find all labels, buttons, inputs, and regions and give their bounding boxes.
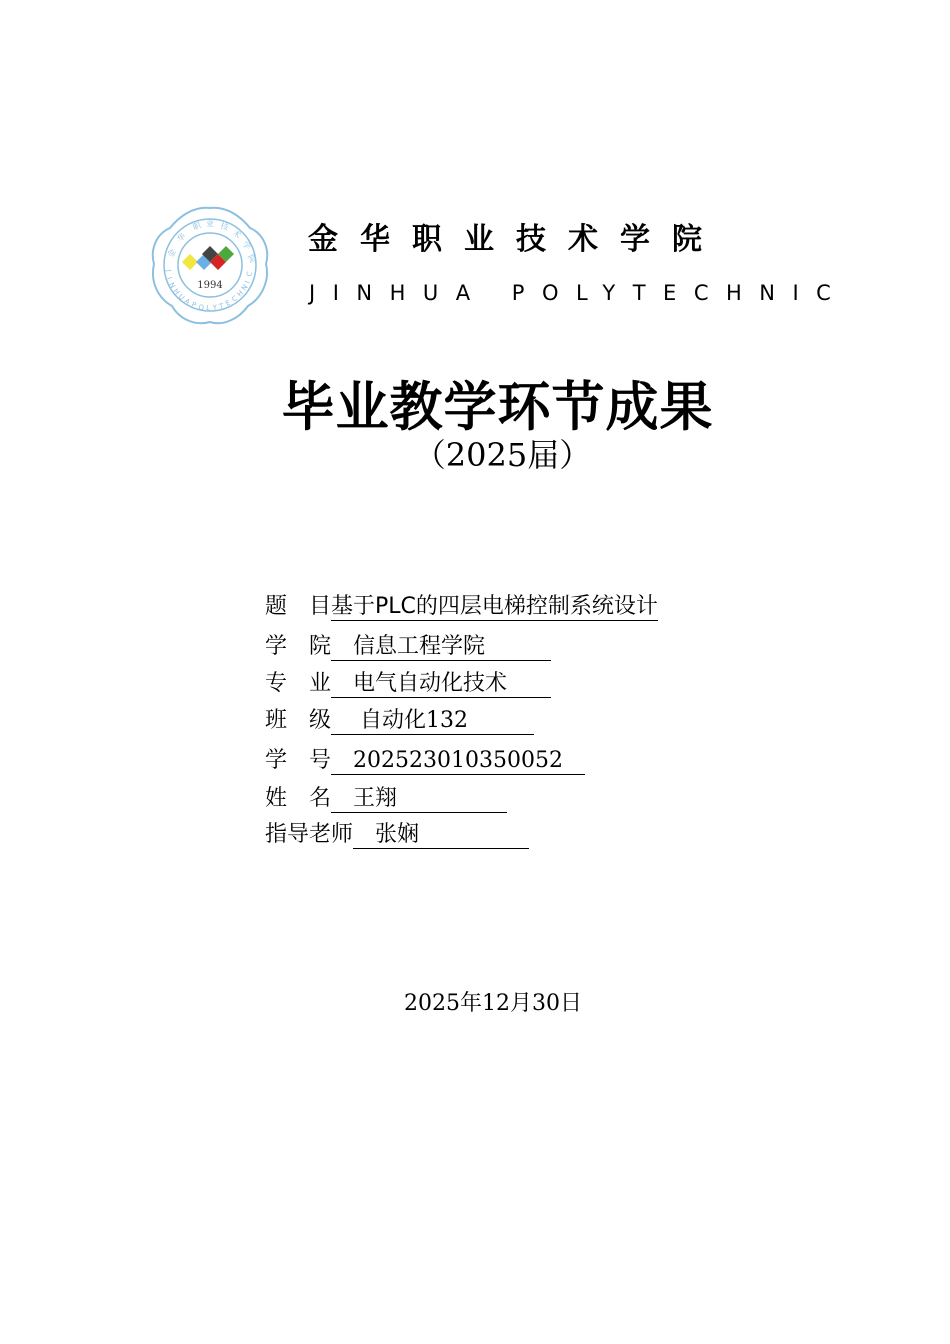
svg-text:C: C — [245, 270, 255, 278]
field-value: 202523010350052 — [331, 748, 585, 773]
svg-text:Y: Y — [212, 303, 218, 312]
field-value: 基于PLC的四层电梯控制系统设计 — [331, 594, 658, 619]
field-label: 专 业 — [265, 671, 332, 696]
svg-text:I: I — [243, 279, 252, 285]
field-value: 自动化132 — [331, 708, 535, 733]
svg-text:I: I — [165, 275, 174, 281]
field-major — [265, 669, 551, 699]
field-advisor — [265, 820, 529, 850]
field-label: 姓 名 — [265, 786, 332, 811]
svg-text:技: 技 — [219, 221, 230, 233]
svg-text:J: J — [164, 268, 173, 273]
svg-text:业: 业 — [206, 219, 214, 228]
svg-text:U: U — [176, 292, 186, 302]
svg-text:H: H — [235, 289, 246, 299]
emblem-year: 1994 — [197, 280, 223, 291]
svg-text:院: 院 — [246, 253, 258, 265]
field-value: 电气自动化技术 — [331, 671, 552, 696]
svg-text:华: 华 — [175, 231, 188, 244]
field-value: 信息工程学院 — [331, 634, 552, 659]
svg-text:P: P — [190, 300, 198, 310]
school-name-en: JINHUA POLYTECHNIC — [309, 281, 849, 305]
svg-text:T: T — [218, 302, 225, 311]
field-label: 学 院 — [265, 634, 332, 659]
svg-text:A: A — [182, 297, 192, 307]
field-student-id — [265, 746, 585, 776]
field-value: 王翔 — [331, 786, 508, 811]
svg-text:职: 职 — [191, 220, 203, 232]
field-label: 班 级 — [265, 708, 332, 733]
svg-text:L: L — [205, 304, 211, 313]
field-label: 题 目 — [265, 594, 332, 619]
school-emblem-icon — [150, 204, 270, 326]
svg-text:H: H — [171, 287, 181, 297]
svg-text:金: 金 — [165, 247, 178, 259]
field-class — [265, 706, 534, 736]
field-label: 学 号 — [265, 748, 332, 773]
school-name-cn: 金华职业技术学院 — [308, 222, 724, 257]
svg-text:N: N — [167, 281, 177, 290]
document-title: 毕业教学环节成果 — [281, 377, 714, 438]
field-topic — [265, 592, 658, 622]
field-college — [265, 632, 551, 662]
session-year: （2025届） — [413, 436, 592, 474]
document-date: 2025年12月30日 — [404, 991, 582, 1016]
field-label: 指导老师 — [265, 822, 354, 847]
svg-text:C: C — [230, 294, 240, 304]
svg-text:术: 术 — [230, 228, 243, 241]
svg-text:E: E — [224, 298, 232, 308]
svg-text:O: O — [197, 303, 205, 313]
field-name — [265, 784, 507, 814]
field-value: 张娴 — [353, 822, 530, 847]
svg-text:学: 学 — [240, 239, 253, 252]
svg-text:N: N — [240, 283, 250, 293]
